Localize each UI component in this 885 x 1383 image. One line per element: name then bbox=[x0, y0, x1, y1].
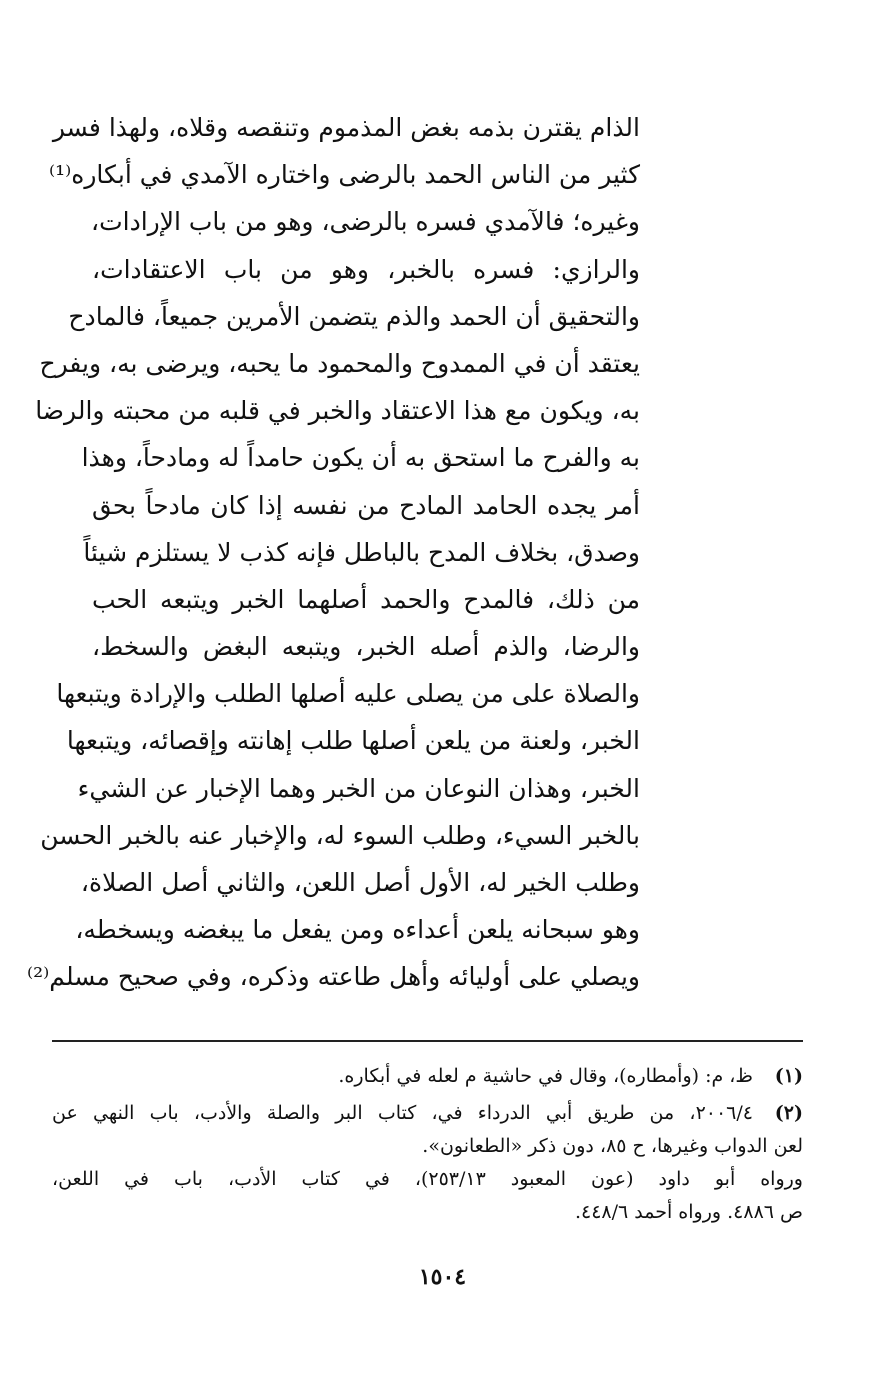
footnote-2 bbox=[52, 1097, 803, 1229]
footnote-line: لعن الدواب وغيرها، ح ٨٥، دون ذكر «الطعانون». bbox=[422, 1135, 803, 1157]
text-line: الخبر، وهذان النوعان من الخبر وهما الإخبار عن الشيء bbox=[77, 773, 640, 803]
text-line: يعتقد أن في الممدوح والمحمود ما يحبه، ويرضى به، ويفرح bbox=[39, 348, 640, 378]
text-line: والرازي: فسره بالخبر، وهو من باب الاعتقادات، bbox=[92, 254, 640, 284]
text-line: كثير من الناس الحمد بالرضى واختاره الآمدي في أبكاره⁽¹⁾ bbox=[48, 160, 640, 190]
footnote-line: ورواه أبو داود (عون المعبود ٢٥٣/١٣)، في كتاب الأدب، باب في اللعن، bbox=[52, 1168, 803, 1190]
text-line: أمر يجده الحامد المادح من نفسه إذا كان مادحاً بحق bbox=[92, 490, 640, 520]
footnote-body bbox=[52, 1097, 803, 1229]
text-line: الذام يقترن بذمه بغض المذموم وتنقصه وقلاه، ولهذا فسر bbox=[52, 113, 640, 142]
footnotes-block bbox=[52, 1060, 803, 1233]
footnote-separator bbox=[52, 1040, 803, 1042]
text-line: الخبر، ولعنة من يلعن أصلها طلب إهانته وإقصائه، ويتبعها bbox=[66, 726, 640, 756]
footnote-line: ص ٤٨٨٦. ورواه أحمد ٤٤٨/٦. bbox=[574, 1201, 803, 1223]
text-line: وصدق، بخلاف المدح بالباطل فإنه كذب لا يستلزم شيئاً bbox=[83, 537, 640, 567]
text-line: من ذلك، فالمدح والحمد أصلهما الخبر ويتبعه الحب bbox=[92, 584, 640, 614]
text-line: والتحقيق أن الحمد والذم يتضمن الأمرين جميعاً، فالمادح bbox=[68, 301, 640, 331]
text-line: به، ويكون مع هذا الاعتقاد والخبر في قلبه من محبته والرضا bbox=[35, 396, 640, 426]
text-line: والصلاة على من يصلى عليه أصلها الطلب والإرادة ويتبعها bbox=[56, 679, 640, 709]
footnote-line: ٢٠٠٦/٤، من طريق أبي الدرداء في، كتاب البر والصلة والأدب، باب النهي عن bbox=[52, 1102, 753, 1124]
text-line: والرضا، والذم أصله الخبر، ويتبعه البغض والسخط، bbox=[92, 632, 640, 662]
text-line: به والفرح ما استحق به أن يكون حامداً له ومادحاً، وهذا bbox=[81, 443, 640, 473]
text-line: وطلب الخير له، الأول أصل اللعن، والثاني أصل الصلاة، bbox=[80, 868, 640, 897]
text-line: ويصلي على أوليائه وأهل طاعته وذكره، وفي صحيح مسلم⁽²⁾ bbox=[27, 962, 640, 992]
footnote-marker: (٢) bbox=[774, 1102, 803, 1124]
footnote-marker: (١) bbox=[774, 1065, 803, 1087]
text-line: بالخبر السيء، وطلب السوء له، والإخبار عنه بالخبر الحسن bbox=[40, 820, 640, 850]
text-line: وهو سبحانه يلعن أعداءه ومن يفعل ما يبغضه ويسخطه، bbox=[75, 915, 640, 945]
footnote-body bbox=[52, 1060, 753, 1093]
main-text-block bbox=[27, 104, 640, 1001]
text-line: وغيره؛ فالآمدي فسره بالرضى، وهو من باب الإرادات، bbox=[91, 207, 640, 237]
footnote-1 bbox=[52, 1060, 803, 1093]
footnote-line: ظ، م: (وأمطاره)، وقال في حاشية م لعله في أبكاره. bbox=[338, 1065, 753, 1087]
page-number: ١٥٠٤ bbox=[418, 1264, 467, 1290]
